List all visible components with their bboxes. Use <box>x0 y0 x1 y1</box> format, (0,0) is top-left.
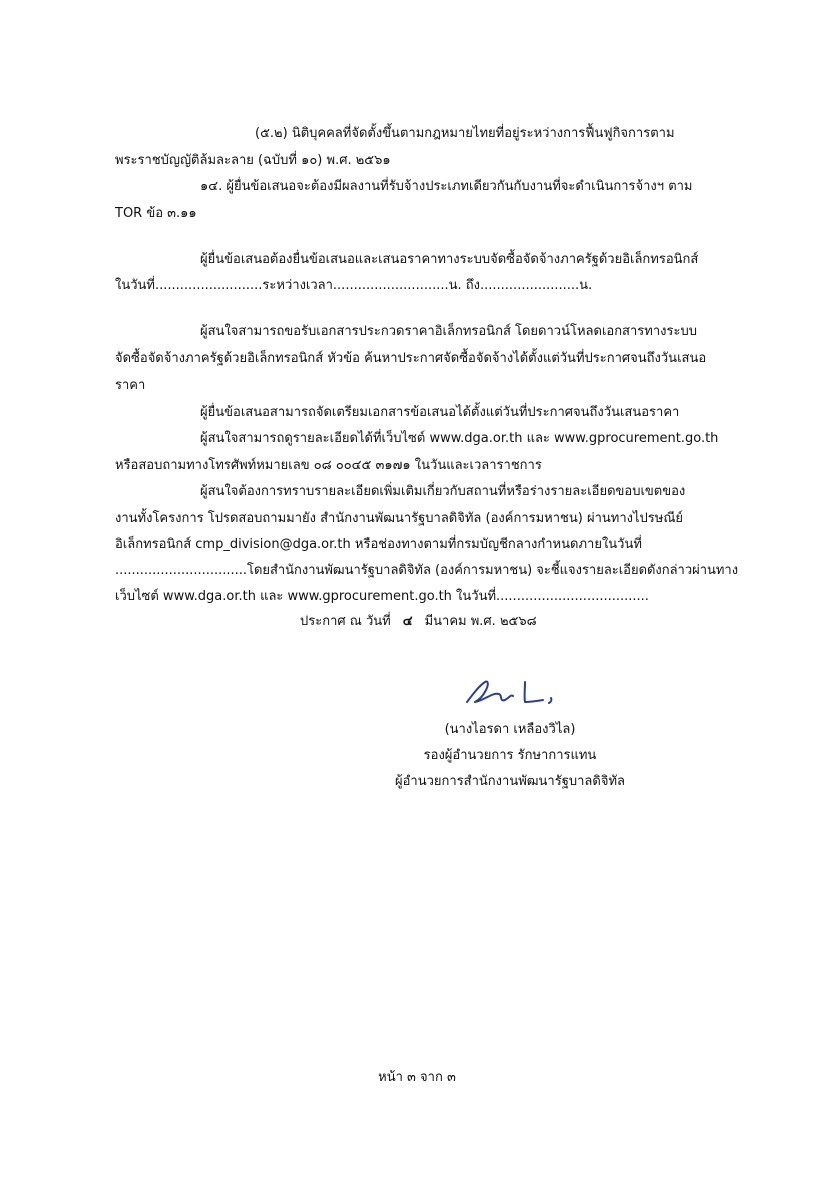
submission-line2: ในวันที่..........................ระหว่างเวลา............................น. ถึง........................น. <box>115 278 593 293</box>
inquiry-line5: เว็บไซต์ www.dga.or.th และ www.gprocurement.go.th ในวันที่..................................... <box>115 589 649 604</box>
inquiry-line3: อิเล็กทรอนิกส์ cmp_division@dga.or.th หรือช่องทางตามที่กรมบัญชีกลางกำหนดภายในวันที่ <box>115 537 642 552</box>
details-line2: หรือสอบถามทางโทรศัพท์หมายเลข ๐๘ ๐๐๔๕ ๓๑๗๑ ในวันและเวลาราชการ <box>115 458 542 473</box>
signature-image <box>455 672 575 712</box>
details-line1: ผู้สนใจสามารถดูรายละเอียดได้ที่เว็บไซต์ www.dga.or.th และ www.gprocurement.go.th <box>200 431 719 446</box>
clause-5-2-line1: (๕.๒) นิติบุคคลที่จัดตั้งขึ้นตามกฎหมายไทยที่อยู่ระหว่างการฟื้นฟูกิจการตาม <box>255 126 675 141</box>
announcement-day: ๔ <box>402 614 413 629</box>
signatory-position-1: รองผู้อำนวยการ รักษาการแทน <box>423 748 597 763</box>
page-number: หน้า ๓ จาก ๓ <box>378 1070 456 1085</box>
submission-line1: ผู้ยื่นข้อเสนอต้องยื่นข้อเสนอและเสนอราคาทางระบบจัดซื้อจัดจ้างภาครัฐด้วยอิเล็กทรอนิกส์ <box>200 252 699 267</box>
clause-5-2-line2: พระราชบัญญัติล้มละลาย (ฉบับที่ ๑๐) พ.ศ. ๒๕๖๑ <box>115 153 391 168</box>
clause-14-line2: TOR ข้อ ๓.๑๑ <box>115 206 197 221</box>
documents-line3: ราคา <box>115 378 146 393</box>
announcement-month-year: มีนาคม พ.ศ. ๒๕๖๘ <box>424 614 537 629</box>
clause-14-line1: ๑๔. ผู้ยื่นข้อเสนอจะต้องมีผลงานที่รับจ้างประเภทเดียวกันกับงานที่จะดำเนินการจ้างฯ ตาม <box>200 179 693 194</box>
documents-line1: ผู้สนใจสามารถขอรับเอกสารประกวดราคาอิเล็กทรอนิกส์ โดยดาวน์โหลดเอกสารทางระบบ <box>200 324 697 339</box>
inquiry-line2: งานทั้งโครงการ โปรดสอบถามมายัง สำนักงานพัฒนารัฐบาลดิจิทัล (องค์การมหาชน) ผ่านทางไปรษณีย์ <box>115 511 684 526</box>
announcement-date <box>300 613 537 630</box>
inquiry-line1: ผู้สนใจต้องการทราบรายละเอียดเพิ่มเติมเกี่ยวกับสถานที่หรือร่างรายละเอียดขอบเขตของ <box>200 484 686 499</box>
prepare-line1: ผู้ยื่นข้อเสนอสามารถจัดเตรียมเอกสารข้อเสนอได้ตั้งแต่วันที่ประกาศจนถึงวันเสนอราคา <box>200 405 680 420</box>
signatory-position-2: ผู้อำนวยการสำนักงานพัฒนารัฐบาลดิจิทัล <box>395 774 625 789</box>
documents-line2: จัดซื้อจัดจ้างภาครัฐด้วยอิเล็กทรอนิกส์ หัวข้อ ค้นหาประกาศจัดซื้อจัดจ้างได้ตั้งแต่วันที่ประกาศจนถึงวันเสนอ <box>115 351 707 366</box>
signatory-name: (นางไอรดา เหลืองวิไล) <box>444 722 576 737</box>
inquiry-line4: ................................โดยสำนักงานพัฒนารัฐบาลดิจิทัล (องค์การมหาชน) จะชี้แจงรายละเอียดดังกล่าวผ่านทาง <box>115 563 739 578</box>
announcement-prefix: ประกาศ ณ วันที่ <box>300 614 391 629</box>
